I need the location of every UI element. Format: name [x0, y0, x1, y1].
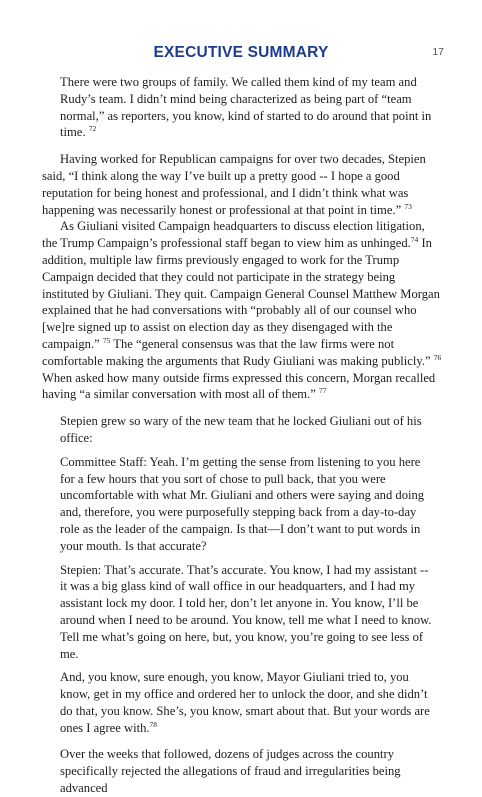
footnote-ref: 74 [410, 234, 419, 244]
paragraph-text: The “general consensus was that the law firms were not comfortable making the arguments that Rudy Giuliani was making publicly.” [42, 336, 431, 368]
section-title: EXECUTIVE SUMMARY [153, 44, 329, 61]
page-content [0, 74, 482, 797]
footnote-ref: 75 [102, 335, 111, 345]
paragraph-law-firms [42, 218, 442, 403]
page-number: 17 [432, 46, 444, 58]
paragraph-locked-out: Stepien grew so wary of the new team that he locked Giuliani out of his office: [60, 414, 422, 445]
footnote-ref: 77 [319, 386, 327, 396]
paragraph-text: Having worked for Republican campaigns for over two decades, Stepien said, “I think along the way I’ve built up a pretty good -- I hope a good reputation for being honest and professional, and I didn’t think what was happening was necessarily honest or professional at that point in time.” [42, 152, 426, 217]
footnote-ref: 78 [149, 719, 158, 729]
paragraph-stepien-reputation [42, 151, 442, 218]
footnote-ref: 72 [88, 124, 97, 134]
paragraph-giuliani-door [60, 669, 434, 736]
paragraph-text: And, you know, sure enough, you know, Mayor Giuliani tried to, you know, get in my office and ordered her to unlock the door, and she didn’t do that, you know. She’s, you know, smart about that. But your words are ones I agree with. [60, 670, 430, 735]
paragraph-committee-staff: Committee Staff: Yeah. I’m getting the sense from listening to you here for a few hours that you sort of chose to pull back, that you were uncomfortable with what Mr. Giuliani and others were saying and doing and, therefore, you were purposefully stepping back from a day-to-day role as the leader of the campaign. Is that—I don’t want to put words in your mouth. Is that accurate? [60, 454, 425, 553]
paragraph-text: There were two groups of family. We called them kind of my team and Rudy’s team. I didn’t mind being characterized as being part of “team normal,” as reporters, you know, kind of started to do around that point in time. [60, 75, 432, 140]
paragraph-team-normal-quote [60, 74, 434, 141]
page-header [0, 44, 482, 64]
paragraph-judges-rejected: Over the weeks that followed, dozens of judges across the country specifically rejected the allegations of fraud and irregularities being advanced [60, 747, 401, 796]
paragraph-text: In addition, multiple law firms previously engaged to work for the Trump Campaign decided that they could not participate in the strategy being instituted by Giuliani. They quit. Campaign General Counsel Matthew Morgan explained that he had conversations with “probably all of our counsel who [we]re signed up to assist on election day as they disengaged with the campaign.” [42, 236, 440, 351]
paragraph-text: When asked how many outside firms expressed this concern, Morgan recalled having “a similar conversation with most all of them.” [42, 370, 436, 402]
paragraph-text: As Giuliani visited Campaign headquarters to discuss election litigation, the Trump Campaign’s professional staff began to view him as unhinged. [42, 219, 425, 251]
footnote-ref: 76 [433, 352, 442, 362]
footnote-ref: 73 [404, 201, 412, 211]
paragraph-stepien-answer: Stepien: That’s accurate. That’s accurate. You know, I had my assistant -- it was a big glass kind of wall office in our headquarters, and I had my assistant lock my door. I told her, don’t let anyone in. You know, I’ll be around when I need to be around. You know, tell me what I need to know. Tell me what’s going on here, but, you know, you’re going to see less of me. [60, 562, 432, 661]
